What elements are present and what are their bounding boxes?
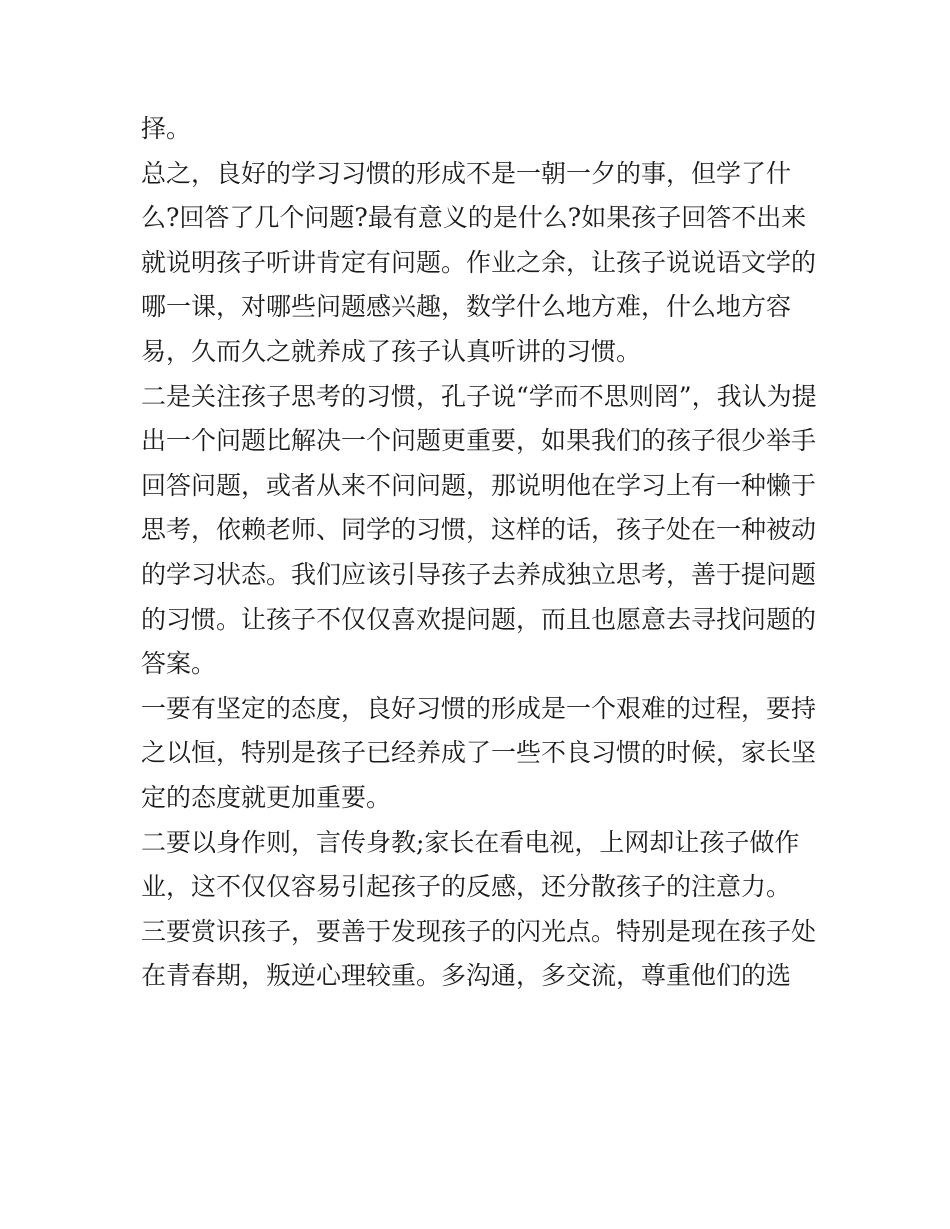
text-line: 总之，良好的学习习惯的形成不是一朝一夕的事，但学了什 (141, 158, 792, 188)
text-line: 易，久而久之就养成了孩子认真听讲的习惯。 (141, 336, 642, 366)
text-line: 业，这不仅仅容易引起孩子的反感，还分散孩子的注意力。 (141, 872, 792, 902)
text-line: 定的态度就更加重要。 (141, 782, 392, 812)
text-line: 的学习状态。我们应该引导孩子去养成独立思考，善于提问题 (141, 559, 817, 589)
text-line: 择。 (141, 114, 192, 143)
text-line: 么?回答了几个问题?最有意义的是什么?如果孩子回答不出来 (141, 203, 807, 233)
body-text (141, 107, 821, 999)
text-line: 就说明孩子听讲肯定有问题。作业之余，让孩子说说语文学的 (141, 247, 817, 277)
text-line: 答案。 (141, 649, 217, 679)
text-line: 三要赏识孩子，要善于发现孩子的闪光点。特别是现在孩子处 (141, 916, 817, 946)
text-line: 在青春期，叛逆心理较重。多沟通，多交流，尊重他们的选 (141, 961, 792, 991)
text-line: 之以恒，特别是孩子已经养成了一些不良习惯的时候，家长坚 (141, 738, 817, 768)
text-line: 一要有坚定的态度，良好习惯的形成是一个艰难的过程，要持 (141, 693, 817, 723)
text-line: 的习惯。让孩子不仅仅喜欢提问题，而且也愿意去寻找问题的 (141, 604, 817, 634)
text-line: 出一个问题比解决一个问题更重要，如果我们的孩子很少举手 (141, 426, 817, 456)
text-line: 二要以身作则，言传身教;家长在看电视，上网却让孩子做作 (141, 827, 800, 857)
text-line: 二是关注孩子思考的习惯，孔子说“学而不思则罔”，我认为提 (141, 381, 817, 411)
text-line: 哪一课，对哪些问题感兴趣，数学什么地方难，什么地方容 (141, 292, 792, 322)
text-line: 思考，依赖老师、同学的习惯，这样的话，孩子处在一种被动 (141, 515, 817, 545)
text-line: 回答问题，或者从来不问问题，那说明他在学习上有一种懒于 (141, 470, 817, 500)
